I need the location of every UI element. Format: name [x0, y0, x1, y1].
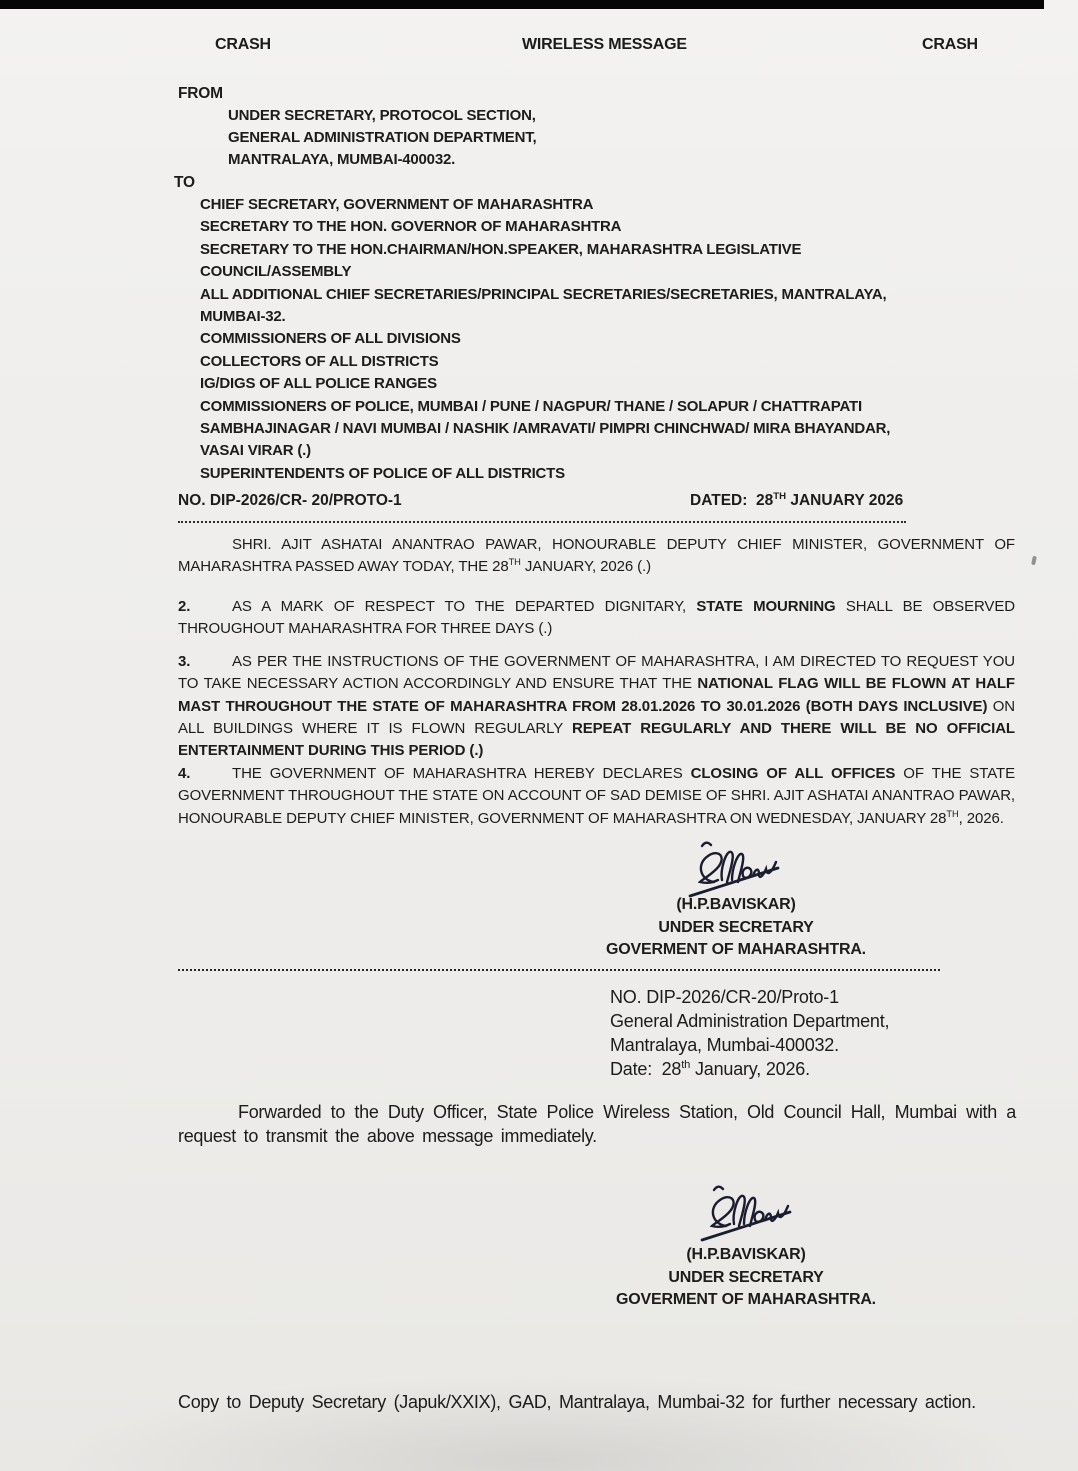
- text-line: CHIEF SECRETARY, GOVERNMENT OF MAHARASHTRA: [200, 196, 594, 213]
- crash-stamp-right: CRASH: [922, 36, 978, 53]
- signatory-title: UNDER SECRETARY: [668, 1268, 824, 1286]
- office-endorsement: [610, 985, 889, 1081]
- paragraph-4: 4. THE GOVERNMENT OF MAHARASHTRA HEREBY DECLARES CLOSING OF ALL OFFICES OF THE STATE GOVERNMENT THROUGHOUT THE STATE ON ACCOUNT OF SAD DEMISE OF SHRI. AJIT ASHATAI ANANTRAO PAWAR, HONOURABLE DEPUTY CHIEF MINISTER, GOVERNMENT OF MAHARASHTRA ON WEDNESDAY, JANUARY 28TH, 2026.: [178, 765, 1016, 827]
- text-line: COMMISSIONERS OF POLICE, MUMBAI / PUNE / NAGPUR/ THANE / SOLAPUR / CHATTRAPATI SAMBHAJINAGAR / NAVI MUMBAI / NASHIK /AMRAVATI/ PIMPRI CHINCHWAD/ MIRA BHAYANDAR, VASAI VIRAR (.): [200, 397, 891, 460]
- signatory-name: (H.P.BAVISKAR): [676, 896, 796, 913]
- signature-scribble: [680, 838, 790, 900]
- text-line: GENERAL ADMINISTRATION DEPARTMENT,: [228, 129, 537, 146]
- dated-value: DATED: 28TH JANUARY 2026: [690, 490, 904, 509]
- recipient-list: [200, 194, 920, 485]
- paragraph-1: SHRI. AJIT ASHATAI ANANTRAO PAWAR, HONOURABLE DEPUTY CHIEF MINISTER, GOVERNMENT OF MAHARASHTRA PASSED AWAY TODAY, THE 28TH JANUARY, 2026 (.): [178, 536, 1015, 576]
- dotted-separator-top: [178, 521, 906, 523]
- to-label: TO: [174, 174, 195, 191]
- from-address: [228, 105, 938, 171]
- from-label: FROM: [178, 85, 223, 102]
- crash-stamp-left: CRASH: [215, 36, 271, 53]
- text-line: General Administration Department,: [610, 1011, 890, 1031]
- text-line: MANTRALAYA, MUMBAI-400032.: [228, 151, 456, 168]
- text-line: UNDER SECRETARY, PROTOCOL SECTION,: [228, 107, 536, 124]
- reference-row: [178, 492, 1015, 510]
- text-line: IG/DIGS OF ALL POLICE RANGES: [200, 375, 437, 393]
- scan-edge-bar: [0, 0, 1044, 9]
- signatory-org: GOVERMENT OF MAHARASHTRA.: [616, 1291, 876, 1308]
- text-line: SECRETARY TO THE HON. GOVERNOR OF MAHARASHTRA: [200, 218, 622, 236]
- scan-speck: [1031, 556, 1037, 566]
- signature-block-1: [536, 894, 936, 962]
- address-section: [174, 83, 938, 485]
- signatory-org: GOVERMENT OF MAHARASHTRA.: [606, 941, 866, 958]
- signature-block-2: [546, 1244, 946, 1312]
- office-date: Date: 28th January, 2026.: [610, 1059, 810, 1079]
- reference-number: NO. DIP-2026/CR- 20/PROTO-1: [178, 492, 402, 509]
- paragraph-2: 2. AS A MARK OF RESPECT TO THE DEPARTED DIGNITARY, STATE MOURNING SHALL BE OBSERVED THROUGHOUT MAHARASHTRA FOR THREE DAYS (.): [178, 598, 1015, 638]
- signatory-name: (H.P.BAVISKAR): [686, 1246, 806, 1263]
- dotted-separator-middle: [178, 969, 940, 971]
- text-line: NO. DIP-2026/CR-20/Proto-1: [610, 987, 839, 1007]
- forwarding-note: Forwarded to the Duty Officer, State Police Wireless Station, Old Council Hall, Mumbai with a request to transmit the above message immediately.: [178, 1102, 1016, 1146]
- document-title: WIRELESS MESSAGE: [522, 36, 687, 53]
- signature-scribble: [692, 1182, 802, 1244]
- copy-note: Copy to Deputy Secretary (Japuk/XXIX), GAD, Mantralaya, Mumbai-32 for further necessary action.: [178, 1392, 976, 1412]
- text-line: Mantralaya, Mumbai-400032.: [610, 1035, 839, 1055]
- text-line: SUPERINTENDENTS OF POLICE OF ALL DISTRICTS: [200, 464, 565, 482]
- signatory-title: UNDER SECRETARY: [658, 918, 814, 936]
- paragraph-3: 3. AS PER THE INSTRUCTIONS OF THE GOVERNMENT OF MAHARASHTRA, I AM DIRECTED TO REQUEST YOU TO TAKE NECESSARY ACTION ACCORDINGLY AND ENSURE THAT THE NATIONAL FLAG WILL BE FLOWN AT HALF MAST THROUGHOUT THE STATE OF MAHARASHTRA FROM 28.01.2026 TO 30.01.2026 (BOTH DAYS INCLUSIVE) ON ALL BUILDINGS WHERE IT IS FLOWN REGULARLY REPEAT REGULARLY AND THERE WILL BE NO OFFICIAL ENTERTAINMENT DURING THIS PERIOD (.): [178, 653, 1015, 760]
- text-line: COMMISSIONERS OF ALL DIVISIONS: [200, 330, 461, 348]
- text-line: COLLECTORS OF ALL DISTRICTS: [200, 352, 439, 370]
- text-line: ALL ADDITIONAL CHIEF SECRETARIES/PRINCIPAL SECRETARIES/SECRETARIES, MANTRALAYA, MUMBAI-32.: [200, 285, 887, 326]
- text-line: SECRETARY TO THE HON.CHAIRMAN/HON.SPEAKER, MAHARASHTRA LEGISLATIVE COUNCIL/ASSEMBLY: [200, 240, 802, 281]
- office-lines: [610, 985, 889, 1057]
